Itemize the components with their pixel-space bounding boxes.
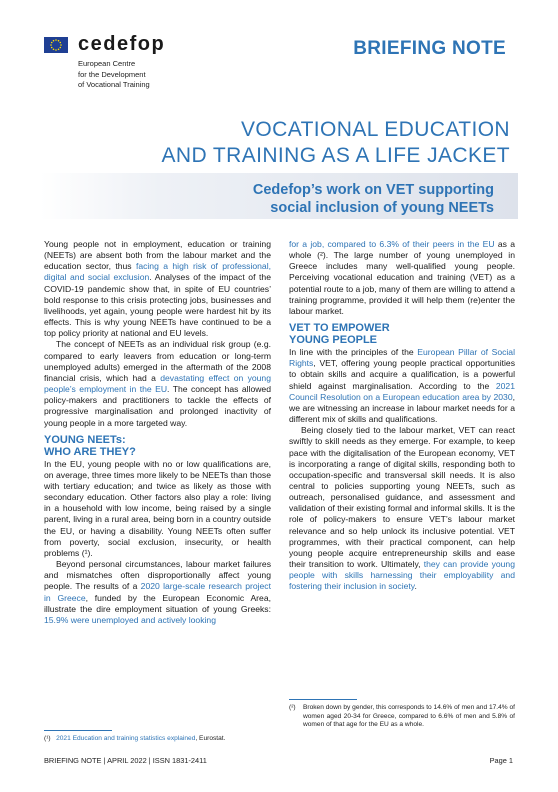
footer-info: BRIEFING NOTE | APRIL 2022 | ISSN 1831-2411: [44, 756, 207, 765]
paragraph: Beyond personal circumstances, labour market failures and mismatches often disproportionally affect young people. The results of a 2020 large-scale research project in Greece, funded by the European Economic Area, illustrate the dire employment situation of young Greeks: 15.9% were unemployed and actively looking: [44, 559, 271, 625]
paragraph: for a job, compared to 6.3% of their peers in the EU as a whole (²). The large number of young unemployed in Greece includes many well-qualified young people. Perceiving vocational education and training (VET) as a potential route to a job, many of them are willing to attend a training programme, provided it will help them (re)enter the labour market.: [289, 239, 515, 316]
paragraph: The concept of NEETs as an individual risk group (e.g. compared to early leavers from education or long-term unemployed adults) emerged in the aftermath of the 2008 financial crisis, which had a devastating effect on young people’s employment in the EU. The concept has allowed policy-makers and practitioners to tackle the effects of progressive marginalisation and prolonged inactivity of young people in a more targeted way.: [44, 339, 271, 428]
link[interactable]: 2021 Council Resolution on a European education area by 2030: [289, 380, 515, 402]
footnote: (²) Broken down by gender, this corresponds to 14.6% of men and 17.4% of women aged 20-34 for Greece, compared to 6.6% of men and 5.8% of women of that age for the EU as a whole.: [289, 704, 515, 729]
link[interactable]: 15.9% were unemployed and actively looking: [44, 614, 216, 625]
footnote-divider: [44, 730, 112, 731]
link[interactable]: 2021 Education and training statistics explained: [56, 735, 196, 742]
paragraph: Young people not in employment, education or training (NEETs) are absent both from the labour market and the education sector, thus facing a high risk of professional, digital and social exclusion. Analyses of the impact of the COVID-19 pandemic show that, in spite of EU countries’ bold response to this crisis protecting jobs, businesses and livelihoods, yet again, young people were hardest hit by its effects. This is why young NEETs have continued to be a top policy priority at national and EU levels.: [44, 239, 271, 339]
page-subtitle: Cedefop’s work on VET supporting social inclusion of young NEETs: [252, 182, 494, 216]
page-number: Page 1: [489, 756, 513, 765]
paragraph: In line with the principles of the European Pillar of Social Rights, VET, offering young people practical opportunities to obtain skills and acquire a qualification, is a powerful shield against marginalisation. According to the 2021 Council Resolution on a European education area by 2030, we are witnessing an increase in labour market needs for a different mix of skills and qualifications.: [289, 347, 515, 425]
link[interactable]: European Pillar of Social Rights: [289, 347, 515, 369]
paragraph: In the EU, young people with no or low qualifications are, on average, three times more likely to be NEETs than those with tertiary education; and twice as likely as those with secondary education. Other factors also play a role: living in a household with low income, being raised by a single parent, living in a rural area, being born in a country outside the EU, or having a disability. Young NEETs often suffer from poverty, social exclusion, insecurity, or health problems (¹).: [44, 458, 271, 558]
doc-type-label: BRIEFING NOTE: [353, 38, 506, 59]
link[interactable]: for a job, compared to 6.3% of their peers in the EU: [289, 239, 495, 249]
page-title: VOCATIONAL EDUCATION AND TRAINING AS A LIFE JACKET: [161, 118, 510, 167]
link[interactable]: they can provide young people with skills harnessing their employability and fostering their inclusion in society: [289, 559, 515, 592]
link[interactable]: 2020 large-scale research project in Greece: [44, 581, 271, 603]
link[interactable]: devastating effect on young people’s employment in the EU: [44, 372, 271, 395]
paragraph: Being closely tied to the labour market, VET can react swiftly to skill needs as they emerge. For example, to keep pace with the digitalisation of the European economy, VET is incorporating a range of digital skills, responding both to occupation-specific and transversal skill needs. It is also central to policies supporting young NEETs, such as outreach, personalised guidance, and assessment and validation of their existing formal and informal skills. It is the role of policy-makers to ensure VET’s labour market relevance and so help unlock its inclusive potential. VET programmes, with their practical component, can help young people acquire entrepreneurship skills and ease their transition to work. Ultimately, they can provide young people with skills harnessing their employability and fostering their inclusion in society.: [289, 425, 515, 592]
section-heading: YOUNG NEETs: WHO ARE THEY?: [44, 433, 136, 458]
footnote-divider: [289, 699, 357, 700]
link[interactable]: facing a high risk of professional, digital and social exclusion: [44, 261, 271, 283]
section-heading: VET TO EMPOWER YOUNG PEOPLE: [289, 322, 390, 347]
right-column: [289, 239, 515, 593]
eu-flag-icon: [44, 37, 68, 53]
cedefop-logo: cedefop: [78, 33, 166, 55]
footnote: (¹) 2021 Education and training statistics explained, Eurostat.: [44, 735, 226, 742]
left-column: [44, 239, 271, 626]
org-full-name: European Centre for the Development of Vocational Training: [78, 59, 150, 89]
